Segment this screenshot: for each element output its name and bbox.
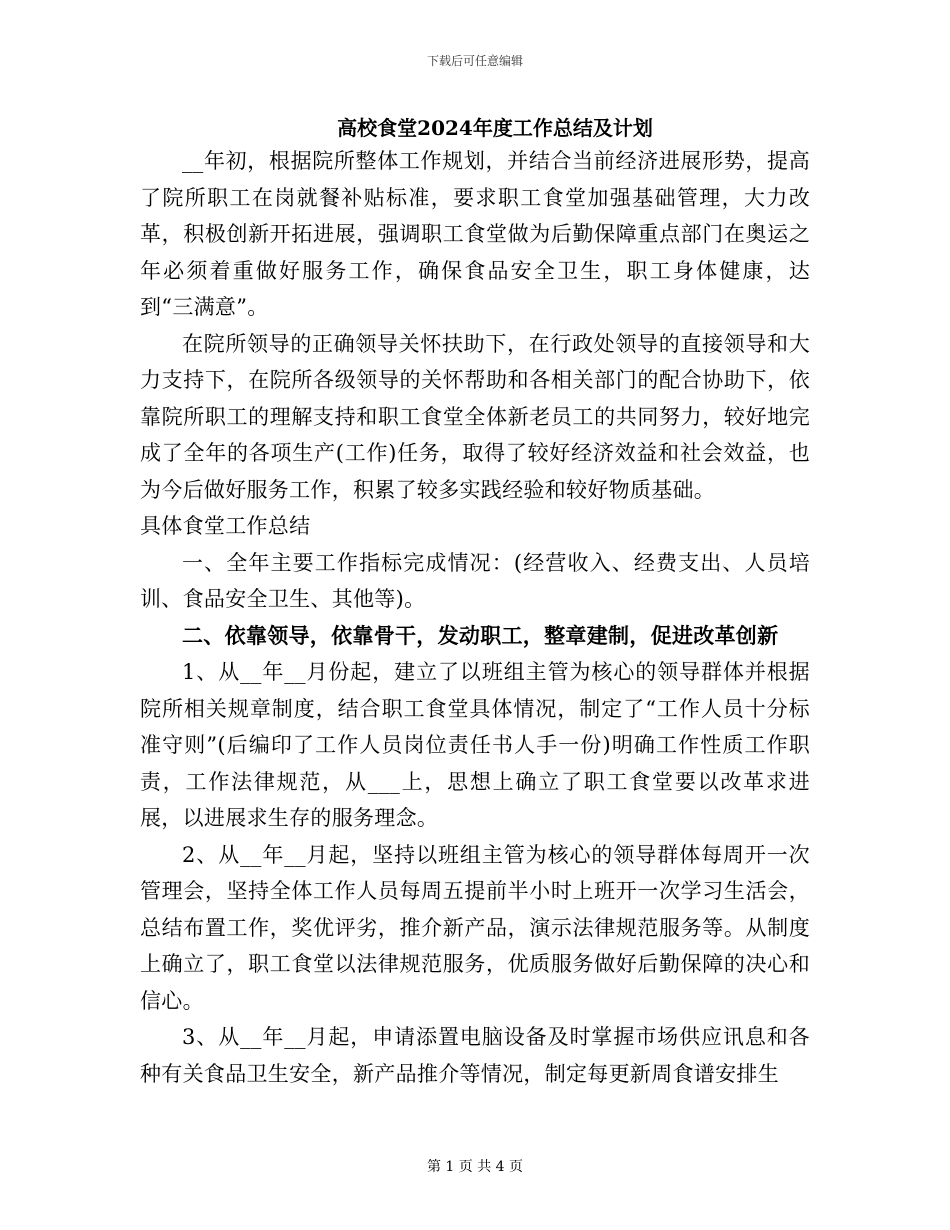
page-header-note: 下载后可任意编辑 [426,54,523,68]
paragraph-intro: __年初，根据院所整体工作规划，并结合当前经济进展形势，提高了院所职工在岗就餐补贴标准，要求职工食堂加强基础管理，大力改革，积极创新开拓进展，强调职工食堂做为后勤保障重点部门在奥运之年必须着重做好服务工作，确保食品安全卫生，职工身体健康，达到“三满意”。 [140,149,810,319]
paragraph-support: 在院所领导的正确领导关怀扶助下，在行政处领导的直接领导和大力支持下，在院所各级领导的关怀帮助和各相关部门的配合协助下，依靠院所职工的理解支持和职工食堂全体新老员工的共同努力，较好地完成了全年的各项生产(工作)任务，取得了较好经济效益和社会效益，也为今后做好服务工作，积累了较多实践经验和较好物质基础。 [140,331,810,502]
paragraph-item-one: 1、从__年__月份起，建立了以班组主管为核心的领导群体并根据院所相关规章制度，结合职工食堂具体情况，制定了“工作人员十分标准守则”(后编印了工作人员岗位责任书人手一份)明确工作性质工作职责，工作法律规范，从___上，思想上确立了职工食堂要以改革求进展，以进展求生存的服务理念。 [140,660,810,830]
paragraph-section-one: 一、全年主要工作指标完成情况：(经营收入、经费支出、人员培训、食品安全卫生、其他等)。 [140,550,810,611]
paragraph-subheading: 具体食堂工作总结 [140,514,311,538]
document-title: 高校食堂2024年度工作总结及计划 [337,116,653,140]
page-number: 第 1 页 共 4 页 [426,1159,524,1175]
paragraph-item-two: 2、从__年__月起，坚持以班组主管为核心的领导群体每周开一次管理会，坚持全体工作人员每周五提前半小时上班开一次学习生活会，总结布置工作，奖优评劣，推介新产品，演示法律规范服务等。从制度上确立了，职工食堂以法律规范服务，优质服务做好后勤保障的决心和信心。 [140,842,810,1013]
paragraph-item-three: 3、从__年__月起，申请添置电脑设备及时掌握市场供应讯息和各种有关食品卫生安全，新产品推介等情况，制定每更新周食谱安排生 [140,1025,810,1086]
document-body [140,143,810,1092]
section-heading-two: 二、依靠领导，依靠骨干，发动职工，整章建制，促进改革创新 [182,622,779,648]
